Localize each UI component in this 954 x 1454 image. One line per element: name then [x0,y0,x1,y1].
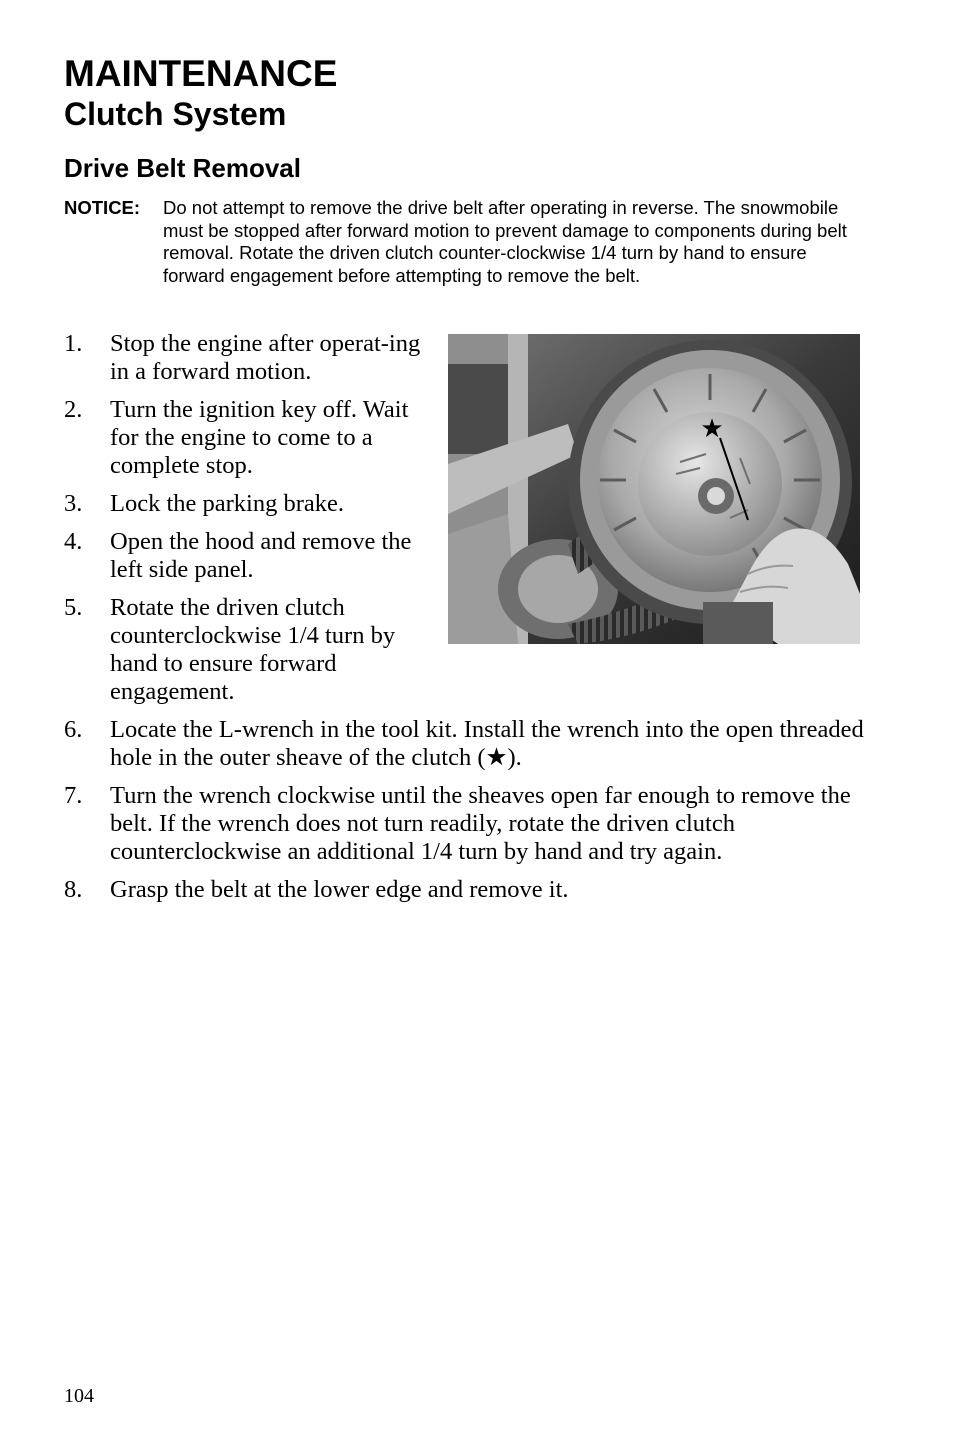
step-item [64,396,430,480]
step-text: Turn the ignition key off. Wait for the engine to come to a complete stop. [110,396,409,479]
step-item [64,528,430,584]
step-item [64,782,874,866]
engine-bracket [703,602,773,644]
step-text: Grasp the belt at the lower edge and remove it. [110,876,569,903]
step-item [64,716,874,772]
section-title: Drive Belt Removal [64,153,301,183]
step-text: Turn the wrench clockwise until the sheaves open far enough to remove the belt. If the wrench does not turn readily, rotate the driven clutch counterclockwise an additional 1/4 turn by hand and try again. [110,782,851,865]
notice-text: Do not attempt to remove the drive belt after operating in reverse. The snowmobile must be stopped after forward motion to prevent damage to components during belt removal. Rotate the driven clutch counter-clockwise 1/4 turn by hand to ensure forward engagement before attempting to remove the belt. [163,197,847,286]
notice-label: NOTICE: [64,197,141,218]
step-number: 2. [64,396,83,423]
clutch-bolt [707,487,725,505]
step-text: Lock the parking brake. [110,490,345,517]
step-item [64,876,874,904]
step-number: 7. [64,782,83,809]
step-number: 6. [64,716,83,743]
step-text: Locate the L-wrench in the tool kit. Install the wrench into the open threaded hole in the outer sheave of the clutch (★). [110,716,864,771]
step-text: Stop the engine after operat-ing in a forward motion. [110,330,421,385]
clutch-photo [448,334,860,644]
step-text: Open the hood and remove the left side panel. [110,528,412,583]
step-text: Rotate the driven clutch counterclockwise 1/4 turn by hand to ensure forward engagement. [110,594,396,705]
step-number: 3. [64,490,83,517]
step-number: 5. [64,594,83,621]
step-item [64,330,430,386]
step-number: 1. [64,330,83,357]
page-number: 104 [64,1385,94,1407]
step-number: 8. [64,876,83,903]
notice-block [64,197,864,287]
warning-decal [448,364,508,454]
step-item [64,490,430,518]
page-subtitle: Clutch System [64,96,287,132]
step-number: 4. [64,528,83,555]
callout-star-icon: ★ [700,414,724,444]
step-item [64,594,430,706]
page-title: MAINTENANCE [64,53,338,94]
